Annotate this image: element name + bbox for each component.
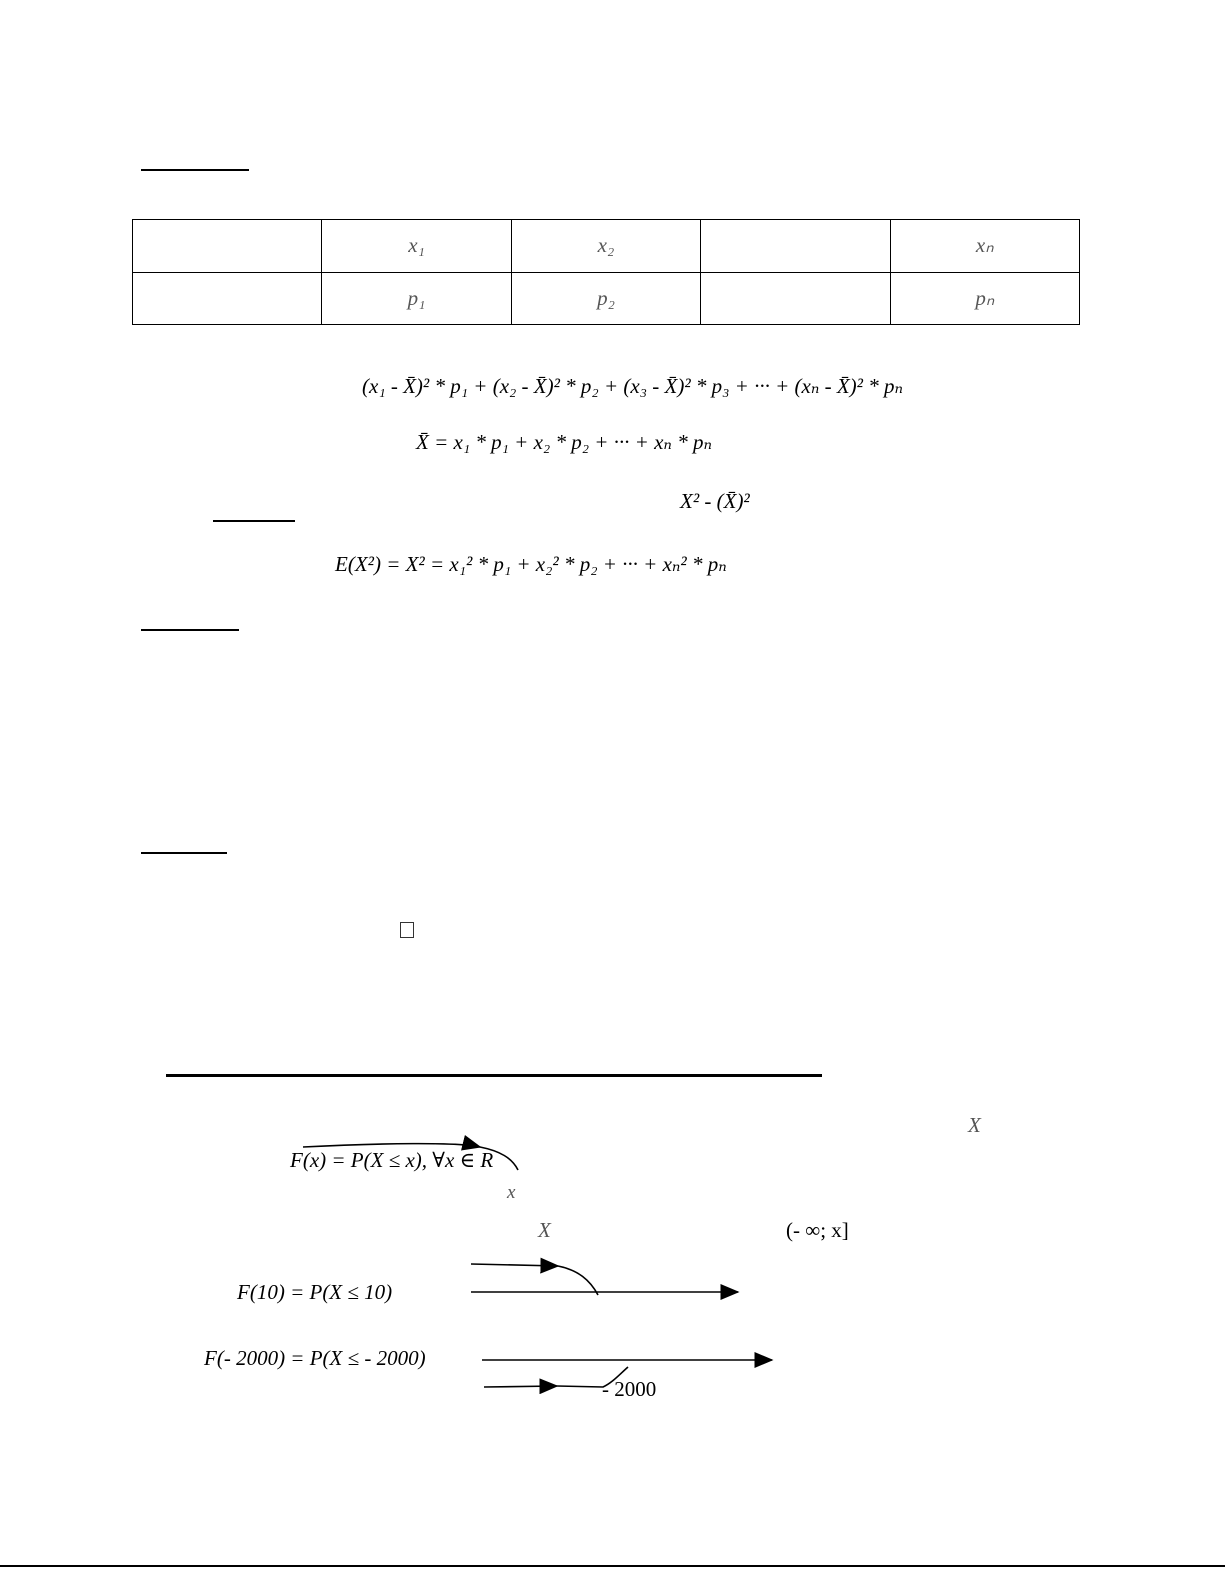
table-cell: p₂ bbox=[511, 272, 700, 325]
random-variable-label-mid: X bbox=[538, 1218, 551, 1242]
table-row bbox=[133, 220, 1080, 273]
second-moment-formula: E(X²) = X² = x₁² * p₁ + x₂² * p₂ + ··· + xₙ² * pₙ bbox=[335, 552, 727, 576]
variance-short-formula: X² - (X̄)² bbox=[680, 489, 750, 513]
x-label: x bbox=[507, 1182, 516, 1203]
variance-expansion-formula: (x₁ - X̄)² * p₁ + (x₂ - X̄)² * p₂ + (x₃ - X̄)² * p₃ + ··· + (xₙ - X̄)² * pₙ bbox=[362, 374, 903, 398]
table-cell: pₙ bbox=[890, 272, 1079, 325]
cdf-definition: F(x) = P(X ≤ x), ∀x ∈ R bbox=[290, 1148, 494, 1172]
minus-2000-label: - 2000 bbox=[602, 1377, 657, 1401]
table-cell bbox=[701, 220, 890, 273]
interval-label: (- ∞; x] bbox=[786, 1218, 849, 1242]
table-cell: x₂ bbox=[511, 220, 700, 273]
table-cell bbox=[701, 272, 890, 325]
curved-arrow-1 bbox=[303, 1144, 480, 1147]
table-cell: xₙ bbox=[890, 220, 1079, 273]
heading-underline-4 bbox=[141, 852, 227, 854]
f10-formula: F(10) = P(X ≤ 10) bbox=[237, 1280, 393, 1304]
heading-underline-1 bbox=[141, 169, 249, 171]
table-cell bbox=[133, 220, 322, 273]
page-bottom-border bbox=[0, 1565, 1225, 1567]
section-divider bbox=[166, 1074, 822, 1077]
curved-arrow-2 bbox=[471, 1264, 558, 1266]
table-cell: p₁ bbox=[322, 272, 511, 325]
table-cell bbox=[133, 272, 322, 325]
distribution-table bbox=[132, 219, 1080, 325]
f-minus-2000-formula: F(- 2000) = P(X ≤ - 2000) bbox=[204, 1346, 426, 1370]
heading-underline-3 bbox=[141, 629, 239, 631]
table-row bbox=[133, 272, 1080, 325]
table-cell: x₁ bbox=[322, 220, 511, 273]
mean-formula: X̄ = x₁ * p₁ + x₂ * p₂ + ··· + xₙ * pₙ bbox=[416, 430, 712, 454]
curved-arrow-2-tail bbox=[558, 1266, 598, 1295]
heading-underline-2 bbox=[213, 520, 295, 522]
curved-arrow-3 bbox=[484, 1386, 557, 1387]
missing-glyph-box bbox=[400, 922, 414, 938]
random-variable-label: X bbox=[968, 1113, 981, 1137]
